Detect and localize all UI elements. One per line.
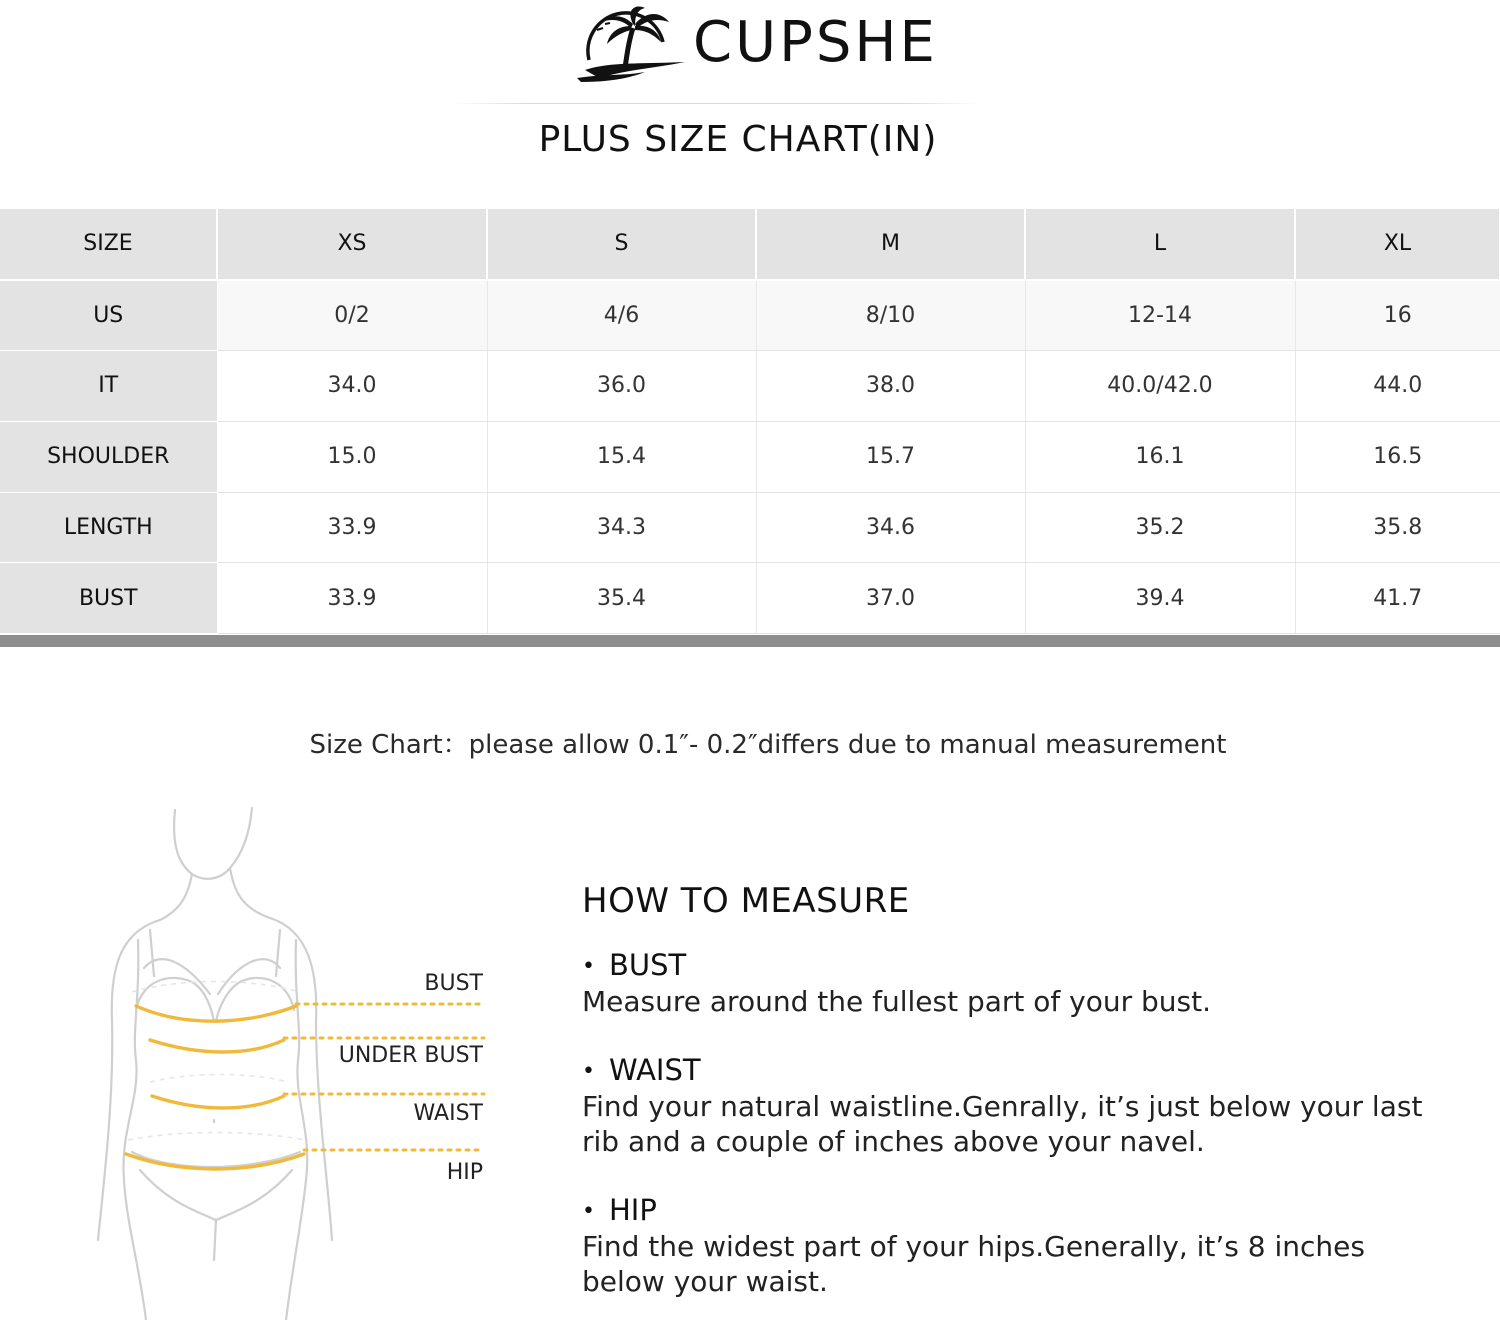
table-row-us: [0, 280, 1500, 351]
measure-item-hip: [582, 1193, 1482, 1299]
table-bottom-bar: [0, 635, 1500, 647]
table-cell: 39.4: [1025, 563, 1295, 634]
table-row-bust: [0, 563, 1500, 634]
item-heading: [582, 1193, 1482, 1229]
item-description-line: Find your natural waistline.Genrally, it’s just below your last: [582, 1090, 1423, 1123]
row-label: BUST: [0, 563, 217, 634]
table-cell: 33.9: [217, 492, 487, 563]
row-label: IT: [0, 351, 217, 422]
table-cell: 35.4: [487, 563, 756, 634]
item-description-line: rib and a couple of inches above your navel.: [582, 1125, 1205, 1158]
table-cell: 4/6: [487, 280, 756, 351]
item-heading: [582, 948, 1482, 984]
figure-label-waist: WAIST: [413, 1101, 483, 1126]
table-cell: 15.4: [487, 421, 756, 492]
size-chart-table: [0, 209, 1500, 634]
table-cell: 34.0: [217, 351, 487, 422]
item-description-line: below your waist.: [582, 1265, 828, 1298]
item-description-line: Find the widest part of your hips.Generally, it’s 8 inches: [582, 1230, 1365, 1263]
bullet-icon: •: [582, 1199, 595, 1224]
item-title: HIP: [609, 1193, 657, 1227]
table-header-m: M: [756, 209, 1025, 280]
table-cell: 44.0: [1295, 351, 1500, 422]
table-header-xl: XL: [1295, 209, 1500, 280]
table-cell: 35.8: [1295, 492, 1500, 563]
table-cell: 15.7: [756, 421, 1025, 492]
table-cell: 38.0: [756, 351, 1025, 422]
table-cell: 40.0/42.0: [1025, 351, 1295, 422]
how-to-title: HOW TO MEASURE: [582, 881, 910, 921]
table-cell: 8/10: [756, 280, 1025, 351]
table-header-s: S: [487, 209, 756, 280]
how-to-measure-section: [582, 880, 1482, 1298]
table-row-length: [0, 492, 1500, 563]
brand-name: CUPSHE: [693, 10, 938, 75]
measure-item-bust: [582, 948, 1482, 1019]
item-title: BUST: [609, 948, 687, 982]
palm-tree-sunset-icon: [575, 2, 687, 84]
table-row-shoulder: [0, 421, 1500, 492]
figure-label-under-bust: UNDER BUST: [338, 1043, 483, 1068]
table-cell: 35.2: [1025, 492, 1295, 563]
table-cell: 16.1: [1025, 421, 1295, 492]
table-cell: 0/2: [217, 280, 487, 351]
table-cell: 33.9: [217, 563, 487, 634]
table-cell: 37.0: [756, 563, 1025, 634]
header-divider: [450, 103, 982, 104]
measurement-note: Size Chart：please allow 0.1″- 0.2″differs due to manual measurement: [309, 730, 1227, 760]
row-label: US: [0, 280, 217, 351]
figure-label-bust: BUST: [424, 971, 483, 996]
brand-logo: [575, 2, 938, 84]
table-header-row: [0, 209, 1500, 280]
bullet-icon: •: [582, 954, 595, 979]
table-cell: 36.0: [487, 351, 756, 422]
table-cell: 12-14: [1025, 280, 1295, 351]
table-cell: 16.5: [1295, 421, 1500, 492]
table-header-xs: XS: [217, 209, 487, 280]
item-title: WAIST: [609, 1053, 701, 1087]
table-cell: 34.3: [487, 492, 756, 563]
table-cell: 16: [1295, 280, 1500, 351]
figure-label-hip: HIP: [446, 1160, 483, 1185]
measure-item-waist: [582, 1053, 1482, 1159]
chart-title: PLUS SIZE CHART(IN): [538, 119, 938, 160]
item-heading: [582, 1053, 1482, 1089]
table-cell: 15.0: [217, 421, 487, 492]
table-header-l: L: [1025, 209, 1295, 280]
table-header-size: SIZE: [0, 209, 217, 280]
measurement-figure: [80, 800, 500, 1320]
table-cell: 34.6: [756, 492, 1025, 563]
item-description: Measure around the fullest part of your bust.: [582, 985, 1212, 1018]
table-cell: 41.7: [1295, 563, 1500, 634]
row-label: SHOULDER: [0, 421, 217, 492]
row-label: LENGTH: [0, 492, 217, 563]
bullet-icon: •: [582, 1059, 595, 1084]
table-row-it: [0, 351, 1500, 422]
